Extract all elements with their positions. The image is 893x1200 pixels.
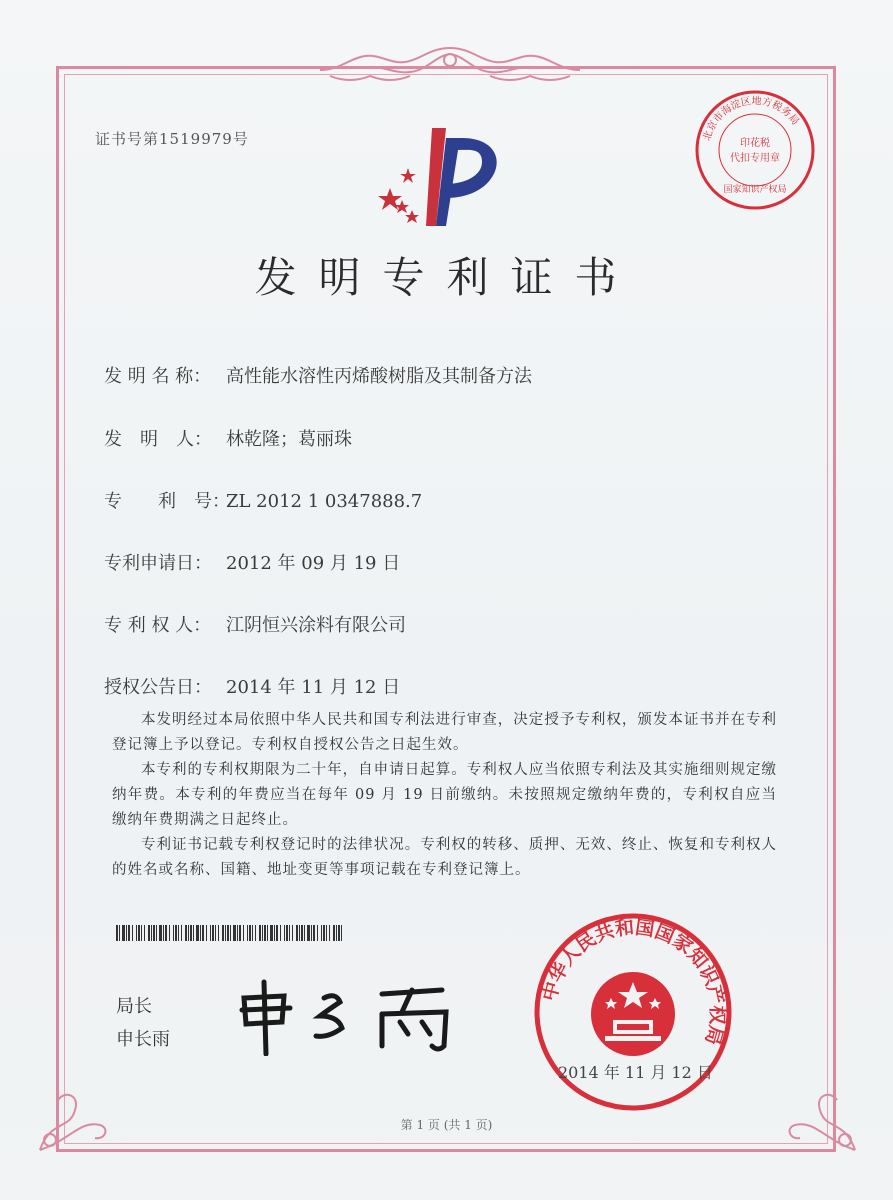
field-value: 高性能水溶性丙烯酸树脂及其制备方法 xyxy=(226,366,532,387)
barcode xyxy=(116,925,344,941)
field-label: 发 明 名 称： xyxy=(104,366,212,387)
field-grant-date xyxy=(104,673,400,699)
body-paragraph: 本发明经过本局依照中华人民共和国专利法进行审查，决定授予专利权，颁发本证书并在专利登记簿上予以登记。专利权自授权公告之日起生效。 xyxy=(112,712,777,753)
field-patentee xyxy=(104,611,406,637)
field-label: 专 利 权 人： xyxy=(104,615,212,636)
certificate-number-suffix: 号 xyxy=(232,130,249,148)
field-label: 专 利 号： xyxy=(104,491,230,512)
field-value: ZL 2012 1 0347888.7 xyxy=(226,491,423,512)
top-ornament xyxy=(310,40,590,90)
certificate-number-label: 证书号第 xyxy=(95,130,160,148)
body-paragraph: 本专利的专利权期限为二十年，自申请日起算。专利权人应当依照专利法及其实施细则规定缴纳年费。本专利的年费应当在每年 09 月 19 日前缴纳。未按照规定缴纳年费的，专利权自应当缴纳年费期满之日起终止。 xyxy=(112,762,777,828)
certificate-title: 发明专利证书 xyxy=(254,253,639,302)
field-label: 发 明 人： xyxy=(104,429,212,450)
field-label: 授权公告日： xyxy=(104,677,212,698)
seal-date: 2014 年 11 月 12 日 xyxy=(558,1063,713,1082)
signatory-title: 局长 xyxy=(116,996,152,1017)
field-value: 江阴恒兴涂料有限公司 xyxy=(226,615,406,636)
signatory-name: 申长雨 xyxy=(116,1029,170,1050)
field-value: 林乾隆；葛丽珠 xyxy=(226,429,352,450)
certificate-number-value: 1519979 xyxy=(159,130,233,148)
field-invention-name xyxy=(104,362,532,388)
page-footer: 第 1 页 (共 1 页) xyxy=(400,1118,493,1132)
tax-stamp-seal xyxy=(693,88,817,212)
small-seal-bottom-text: 国家知识产权局 xyxy=(723,185,787,195)
field-label: 专利申请日： xyxy=(104,553,212,574)
small-seal-line-1: 印花税 xyxy=(740,138,770,149)
patent-office-logo-icon xyxy=(372,118,512,228)
certificate-body xyxy=(112,708,777,883)
certificate-number xyxy=(95,128,249,149)
official-seal-ring-text: 中华人民共和国国家知识产权局 xyxy=(538,916,729,1048)
field-value: 2014 年 11 月 12 日 xyxy=(226,677,401,698)
handwritten-signature xyxy=(232,976,472,1056)
field-value: 2012 年 09 月 19 日 xyxy=(226,553,401,574)
field-patent-number xyxy=(104,487,422,513)
field-inventor xyxy=(104,425,352,451)
body-paragraph: 专利证书记载专利权登记时的法律状况。专利权的转移、质押、无效、终止、恢复和专利权人的姓名或名称、国籍、地址变更等事项记载在专利登记簿上。 xyxy=(112,837,777,878)
small-seal-line-2: 代扣专用章 xyxy=(730,153,780,164)
field-filing-date xyxy=(104,549,400,575)
national-emblem-icon xyxy=(591,972,675,1056)
small-seal-ring-text: 北京市海淀区地方税务局 xyxy=(701,95,801,143)
